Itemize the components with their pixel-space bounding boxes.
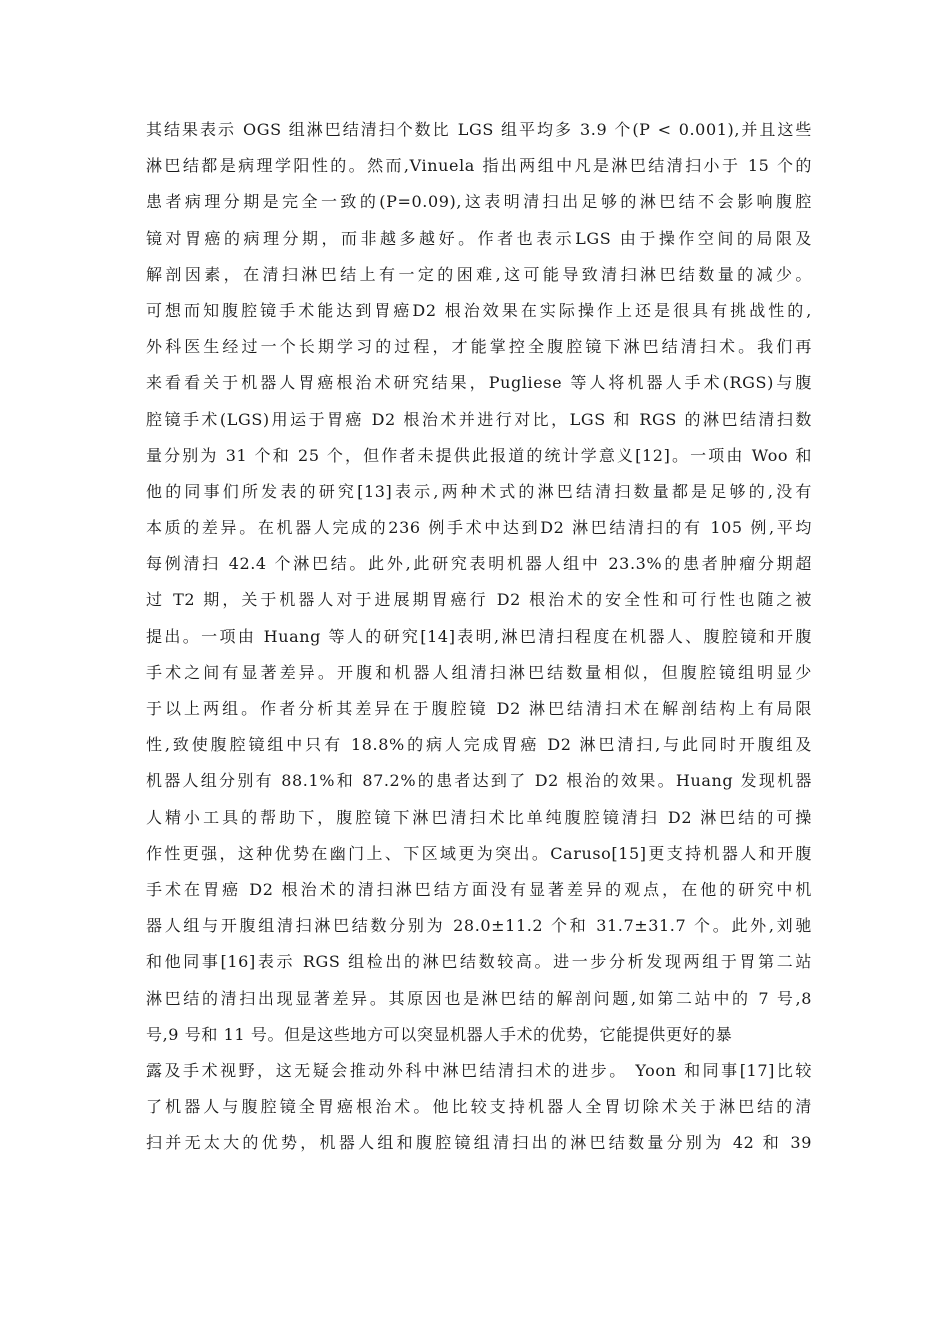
text-line: 他的同事们所发表的研究[13]表示,两种术式的淋巴结清扫数量都是足够的,没有 [146, 481, 812, 501]
text-line: 来看看关于机器人胃癌根治术研究结果，Pugliese 等人将机器人手术(RGS)与腹 [146, 373, 812, 393]
text-line: 其结果表示 OGS 组淋巴结清扫个数比 LGS 组平均多 3.9 个(P < 0.001),并且这些 [146, 120, 812, 139]
text-line: 提出。一项由 Huang 等人的研究[14]表明,淋巴清扫程度在机器人、腹腔镜和开腹 [146, 626, 812, 646]
text-line: 扫并无太大的优势，机器人组和腹腔镜组清扫出的淋巴结数量分别为 42 和 39 [146, 1133, 812, 1153]
text-line: 露及手术视野，这无疑会推动外科中淋巴结清扫术的进步。 Yoon 和同事[17]比较 [146, 1060, 812, 1080]
text-line: 过 T2 期，关于机器人对于进展期胃癌行 D2 根治术的安全性和可行性也随之被 [146, 590, 812, 610]
text-line: 手术之间有显著差异。开腹和机器人组清扫淋巴结数量相似，但腹腔镜组明显少 [146, 662, 812, 682]
text-line: 号,9 号和 11 号。但是这些地方可以突显机器人手术的优势，它能提供更好的暴 [146, 1024, 733, 1044]
text-line: 镜对胃癌的病理分期，而非越多越好。作者也表示LGS 由于操作空间的局限及 [146, 228, 812, 248]
text-line: 性,致使腹腔镜组中只有 18.8%的病人完成胃癌 D2 淋巴清扫,与此同时开腹组及 [146, 735, 812, 755]
text-line: 了机器人与腹腔镜全胃癌根治术。他比较支持机器人全胃切除术关于淋巴结的清 [146, 1097, 812, 1117]
text-line: 作性更强，这种优势在幽门上、下区域更为突出。Caruso[15]更支持机器人和开腹 [146, 843, 812, 863]
text-line: 解剖因素，在清扫淋巴结上有一定的困难,这可能导致清扫淋巴结数量的减少。 [146, 264, 812, 284]
body-text [146, 112, 812, 1161]
text-line: 量分别为 31 个和 25 个，但作者未提供此报道的统计学意义[12]。一项由 Woo 和 [146, 445, 812, 465]
text-line: 和他同事[16]表示 RGS 组检出的淋巴结数较高。进一步分析发现两组于胃第二站 [146, 952, 812, 972]
text-line: 患者病理分期是完全一致的(P=0.09),这表明清扫出足够的淋巴结不会影响腹腔 [146, 192, 812, 212]
text-line: 腔镜手术(LGS)用运于胃癌 D2 根治术并进行对比，LGS 和 RGS 的淋巴结清扫数 [146, 409, 812, 429]
text-line: 本质的差异。在机器人完成的236 例手术中达到D2 淋巴结清扫的有 105 例,平均 [146, 518, 812, 538]
text-line: 机器人组分别有 88.1%和 87.2%的患者达到了 D2 根治的效果。Huang 发现机器 [146, 771, 812, 791]
text-line: 外科医生经过一个长期学习的过程，才能掌控全腹腔镜下淋巴结清扫术。我们再 [146, 337, 812, 357]
text-line: 于以上两组。作者分析其差异在于腹腔镜 D2 淋巴结清扫术在解剖结构上有局限 [146, 699, 812, 718]
text-line: 每例清扫 42.4 个淋巴结。此外,此研究表明机器人组中 23.3%的患者肿瘤分期超 [146, 554, 812, 574]
text-line: 手术在胃癌 D2 根治术的清扫淋巴结方面没有显著差异的观点，在他的研究中机 [146, 879, 812, 899]
text-line: 人精小工具的帮助下，腹腔镜下淋巴清扫术比单纯腹腔镜清扫 D2 淋巴结的可操 [146, 807, 812, 827]
text-line: 可想而知腹腔镜手术能达到胃癌D2 根治效果在实际操作上还是很具有挑战性的, [146, 300, 812, 320]
text-line: 器人组与开腹组清扫淋巴结数分别为 28.0±11.2 个和 31.7±31.7 个。此外,刘驰 [146, 916, 812, 936]
text-line: 淋巴结都是病理学阳性的。然而,Vinuela 指出两组中凡是淋巴结清扫小于 15 个的 [146, 156, 812, 176]
text-line: 淋巴结的清扫出现显著差异。其原因也是淋巴结的解剖问题,如第二站中的 7 号,8 [146, 988, 812, 1008]
